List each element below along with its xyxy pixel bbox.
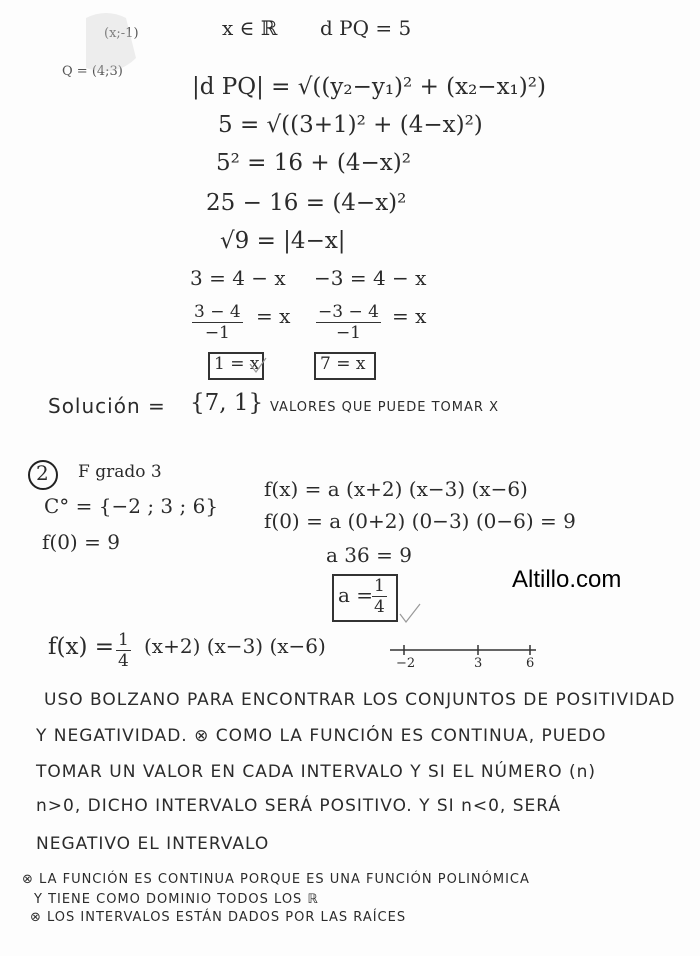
- footnote-1: ⊗ LA FUNCIÓN ES CONTINUA PORQUE ES UNA FUNCIÓN POLINÓMICA: [22, 872, 530, 887]
- text-line-5: NEGATIVO EL INTERVALO: [36, 834, 270, 854]
- number-line-label-2: 3: [474, 656, 483, 671]
- a-value-denominator: 4: [374, 597, 385, 617]
- final-function-rhs: (x+2) (x−3) (x−6): [144, 634, 326, 658]
- check-mark-2: [400, 604, 420, 622]
- step-2: 5 = √((3+1)² + (4−x)²): [218, 112, 483, 138]
- step-6: 3 = 4 − x: [190, 266, 286, 290]
- watermark: Altillo.com: [512, 566, 622, 593]
- equation-1: f(x) = a (x+2) (x−3) (x−6): [264, 477, 528, 501]
- solution-note: VALORES QUE PUEDE TOMAR X: [270, 400, 499, 415]
- result-right: 7 = x: [320, 354, 366, 374]
- text-line-2: Y NEGATIVIDAD. ⊗ COMO LA FUNCIÓN ES CONTINUA, PUEDO: [36, 726, 607, 746]
- solution-label: Solución =: [48, 394, 166, 418]
- fraction-left-rhs: = x: [256, 304, 291, 328]
- a-value-numerator: 1: [374, 576, 385, 596]
- fraction-left-numerator: 3 − 4: [194, 302, 241, 322]
- fraction-right-denominator: −1: [335, 323, 361, 343]
- step-3: 5² = 16 + (4−x)²: [216, 150, 411, 176]
- step-1: |d PQ| = √((y₂−y₁)² + (x₂−x₁)²): [192, 74, 546, 100]
- step-7: −3 = 4 − x: [314, 266, 427, 290]
- f0-given: f(0) = 9: [42, 530, 120, 554]
- footnote-3: ⊗ LOS INTERVALOS ESTÁN DADOS POR LAS RAÍCES: [30, 910, 407, 925]
- final-function-lhs: f(x) =: [48, 634, 115, 660]
- text-line-3: TOMAR UN VALOR EN CADA INTERVALO Y SI EL NÚMERO (n): [36, 762, 597, 782]
- a-value-label: a =: [338, 583, 374, 607]
- fraction-right-numerator: −3 − 4: [318, 302, 379, 322]
- corner-smudge: [86, 13, 136, 71]
- text-line-4: n>0, DICHO INTERVALO SERÁ POSITIVO. Y SI n<0, SERÁ: [36, 796, 562, 816]
- final-function-denominator: 4: [118, 651, 129, 671]
- text-line-1: USO BOLZANO PARA ENCONTRAR LOS CONJUNTOS DE POSITIVIDAD: [44, 690, 676, 710]
- equation-2: f(0) = a (0+2) (0−3) (0−6) = 9: [264, 509, 576, 533]
- header-right: d PQ = 5: [320, 16, 412, 40]
- roots-label: C° = {−2 ; 3 ; 6}: [44, 494, 219, 518]
- number-line-label-3: 6: [526, 656, 535, 671]
- header-left: x ∈ ℝ: [222, 16, 278, 40]
- final-function-numerator: 1: [118, 630, 129, 650]
- problem-2-title: F grado 3: [78, 462, 162, 482]
- check-mark-1: [250, 358, 266, 372]
- result-left: 1 = x: [214, 354, 260, 374]
- corner-note-b: Q = (4;3): [62, 64, 123, 79]
- problem-2-number: 2: [36, 461, 49, 485]
- equation-3: a 36 = 9: [326, 543, 412, 567]
- footnote-2: Y TIENE COMO DOMINIO TODOS LOS ℝ: [34, 892, 319, 907]
- fraction-left-denominator: −1: [204, 323, 230, 343]
- solution-set: {7, 1}: [190, 390, 264, 416]
- number-line-label-1: −2: [396, 656, 416, 671]
- step-5: √9 = |4−x|: [220, 228, 346, 254]
- fraction-right-rhs: = x: [392, 304, 427, 328]
- corner-note-a: (x;-1): [104, 26, 139, 41]
- step-4: 25 − 16 = (4−x)²: [206, 190, 407, 216]
